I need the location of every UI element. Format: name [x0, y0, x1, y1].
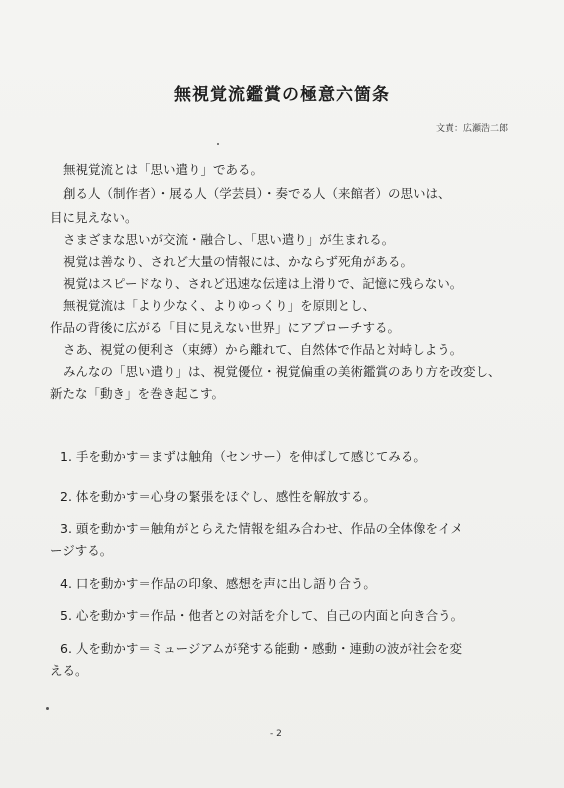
intro-line: 作品の背後に広がる「目に見えない世界」にアプローチする。 [50, 320, 401, 335]
page-number: - 2 [270, 729, 282, 739]
rule-item-continuation: える。 [50, 663, 88, 678]
rule-item-continuation: ージする。 [50, 543, 113, 558]
author-credit: 文責：広瀬浩二郎 [435, 124, 508, 134]
scan-speck [46, 707, 49, 710]
intro-line: さあ、視覚の便利さ（束縛）から離れて、自然体で作品と対峙しよう。 [63, 342, 463, 357]
intro-line: 創る人（制作者）・展る人（学芸員）・奏でる人（来館者）の思いは、 [63, 186, 451, 201]
intro-line: 目に見えない。 [50, 210, 138, 225]
rule-item: 6. 人を動かす＝ミュージアムが発する能動・感動・連動の波が社会を変 [60, 641, 463, 656]
intro-line: みんなの「思い遣り」は、視覚優位・視覚偏重の美術鑑賞のあり方を改変し、 [63, 364, 501, 379]
rule-item: 2. 体を動かす＝心身の緊張をほぐし、感性を解放する。 [60, 489, 376, 504]
page-title: 無視覚流鑑賞の極意六箇条 [174, 85, 390, 105]
intro-line: さまざまな思いが交流・融合し、「思い遣り」が生まれる。 [63, 232, 395, 247]
scan-speck [217, 143, 219, 145]
intro-line: 視覚は善なり、されど大量の情報には、かならず死角がある。 [63, 254, 414, 269]
intro-line: 無視覚流は「より少なく、よりゆっくり」を原則とし、 [63, 298, 376, 313]
rule-item: 5. 心を動かす＝作品・他者との対話を介して、自己の内面と向き合う。 [60, 608, 464, 623]
intro-line: 無視覚流とは「思い遣り」である。 [63, 162, 264, 177]
rule-item: 3. 頭を動かす＝触角がとらえた情報を組み合わせ、作品の全体像をイメ [60, 521, 463, 536]
intro-line: 新たな「動き」を巻き起こす。 [50, 386, 225, 401]
intro-line: 視覚はスピードなり、されど迅速な伝達は上滑りで、記憶に残らない。 [63, 276, 463, 291]
rule-item: 4. 口を動かす＝作品の印象、感想を声に出し語り合う。 [60, 576, 376, 591]
rule-item: 1. 手を動かす＝まずは触角（センサー）を伸ばして感じてみる。 [60, 449, 426, 464]
